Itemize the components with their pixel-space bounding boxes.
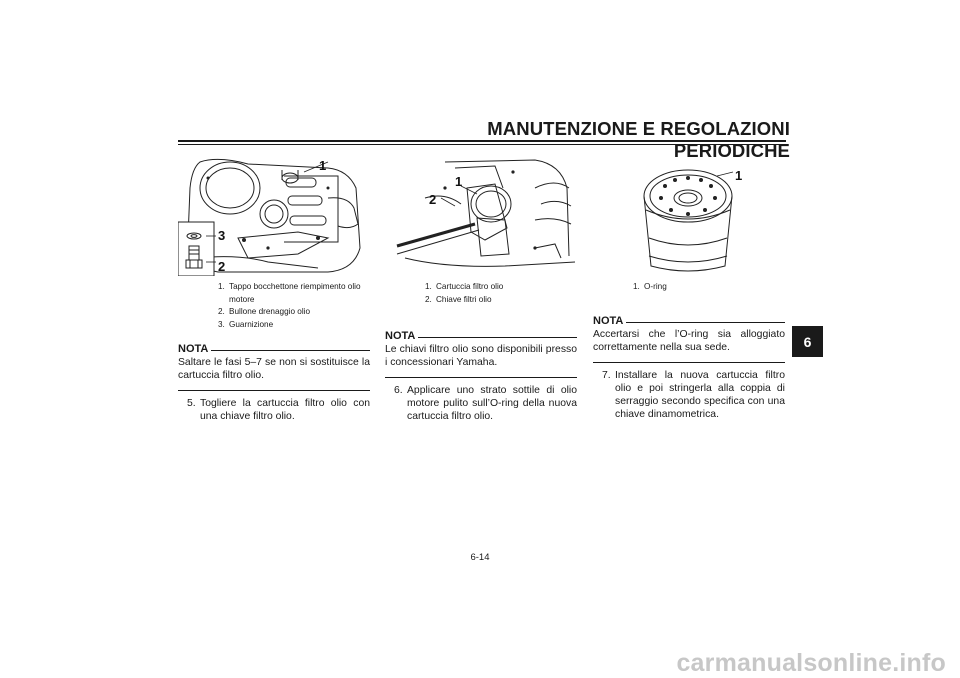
- nota-end-rule: [385, 377, 577, 378]
- callout-1: 1: [319, 158, 327, 173]
- watermark: carmanualsonline.info: [676, 649, 946, 677]
- callout-2: 2: [218, 259, 226, 274]
- step-7: 7. Installare la nuova cartuccia filtro olio e poi stringerla alla coppia di serraggio secondo specifica con una chiave dinamometrica.: [602, 369, 785, 420]
- header-rule: [178, 140, 786, 142]
- page-number: 6-14: [470, 552, 490, 563]
- step-6: 6. Applicare uno strato sottile di olio motore pulito sull’O-ring della nuova cartuccia filtro olio.: [394, 385, 577, 422]
- callout-1: 1: [455, 174, 463, 189]
- callout-2: 2: [429, 192, 437, 207]
- header-rule-thin: [178, 144, 786, 145]
- engine-illustration: [178, 158, 370, 276]
- callout-3: 3: [218, 228, 226, 243]
- column-2: [385, 158, 577, 423]
- figure-captions: [593, 281, 785, 294]
- page-title: MANUTENZIONE E REGOLAZIONI PERIODICHE: [487, 118, 790, 161]
- column-3: [593, 158, 785, 421]
- caption-item: 3. Guarnizione: [218, 319, 274, 329]
- figure-filter-wrench: [385, 158, 577, 276]
- nota-heading: NOTA: [593, 315, 785, 327]
- nota-end-rule: [178, 390, 370, 391]
- caption-item: 1. Tappo bocchettone riempimento olio motore: [218, 282, 361, 304]
- nota-heading: NOTA: [385, 330, 577, 342]
- caption-item: 2. Bullone drenaggio olio: [218, 307, 311, 316]
- filter-wrench-illustration: [385, 158, 577, 276]
- step-5: 5. Togliere la cartuccia filtro olio con una chiave filtro olio.: [187, 398, 370, 422]
- nota-text: Le chiavi filtro olio sono disponibili presso i concessionari Yamaha.: [385, 344, 577, 368]
- nota-text: Saltare le fasi 5–7 se non si sostituisce la cartuccia filtro olio.: [178, 357, 370, 381]
- column-1: [178, 158, 370, 423]
- figure-engine-oil: [178, 158, 370, 276]
- chapter-tab: 6: [792, 326, 823, 357]
- nota-end-rule: [593, 362, 785, 363]
- nota-heading: NOTA: [178, 343, 370, 355]
- callout-1: 1: [735, 168, 743, 183]
- caption-item: 2. Chiave filtri olio: [425, 294, 492, 304]
- figure-captions: [178, 281, 370, 331]
- figure-oil-filter: [593, 158, 785, 276]
- oil-filter-illustration: [593, 158, 785, 276]
- caption-item: 1. O-ring: [633, 282, 667, 291]
- nota-text: Accertarsi che l’O-ring sia alloggiato correttamente nella sua sede.: [593, 328, 785, 353]
- figure-captions: [385, 281, 577, 306]
- caption-item: 1. Cartuccia filtro olio: [425, 282, 504, 291]
